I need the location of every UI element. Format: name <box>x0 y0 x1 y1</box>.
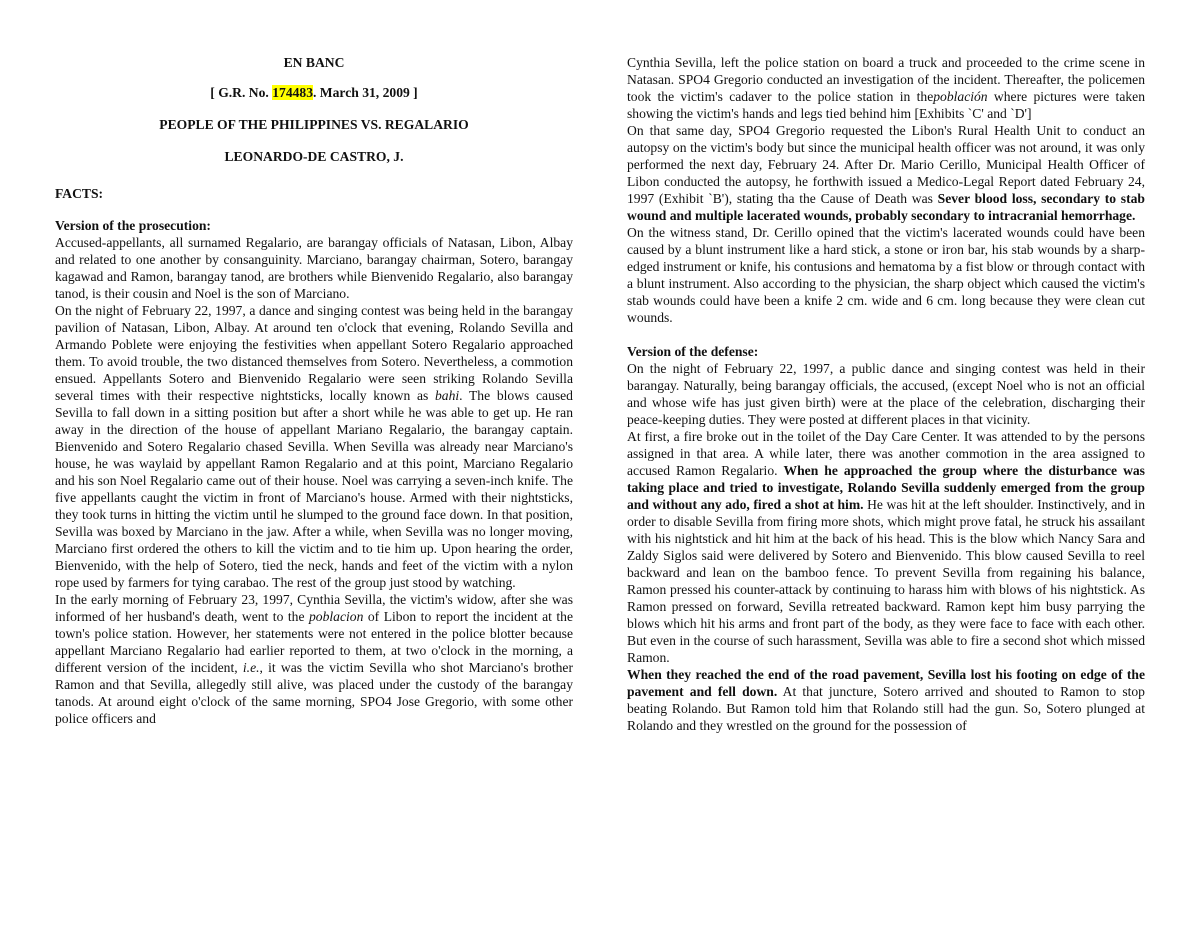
defense-heading: Version of the defense: <box>627 344 759 359</box>
paragraph-report-text-a: In the early morning of February 23, 1997, Cynthia Sevilla, the victim's widow, after she was informed of her husband's death, went to the <box>55 592 573 624</box>
term-poblacion-accent: población <box>933 89 988 104</box>
paragraph-pavement-bold: When they reached the end of the road pavement, Sevilla lost his footing on edge of the pavement and fell down. <box>627 667 1145 699</box>
term-poblacion: poblacion <box>309 609 364 624</box>
paragraph-report <box>55 591 573 727</box>
paragraph-fire <box>627 428 1145 666</box>
paragraph-incident-text-a: On the night of February 22, 1997, a dance and singing contest was being held in the barangay pavilion of Natasan, Libon, Albay. At around ten o'clock that evening, Rolando Sevilla and Armando Poblete were enjoying the festivities when appellant Sotero Regalario approached them. To avoid trouble, the two distanced themselves from Sotero. Nevertheless, a commotion ensued. Appellants Sotero and Bienvenido Regalario were seen striking Rolando Sevilla several times with their respective nightsticks, locally known as <box>55 303 573 403</box>
paragraph-incident <box>55 302 573 591</box>
left-column <box>55 54 573 727</box>
paragraph-autopsy <box>627 122 1145 224</box>
paragraph-investigation <box>627 54 1145 122</box>
prosecution-heading: Version of the prosecution: <box>55 218 211 233</box>
paragraph-pavement-text: At that juncture, Sotero arrived and shouted to Ramon to stop beating Rolando. But Ramon told him that Rolando still had the gun. So, Sotero plunged at Rolando and they wrestled on the ground for the possession of <box>627 684 1145 733</box>
paragraph-incident-text-b: . The blows caused Sevilla to fall down in a sitting position but after a short while he was able to get up. He ran away in the direction of the house of appellant Mariano Regalario, the barangay captain. Bienvenido and Sotero Regalario chased Sevilla. When Sevilla was already near Marciano's house, he was waylaid by appellant Ramon Regalario and at this point, Marciano Regalario and his son Noel Regalario came out of their house. Noel was carrying a seven-inch knife. The five appellants caught the victim in front of Marciano's house. Armed with their nightsticks, they took turns in hitting the victim until he slumped to the ground face down. In that position, Sevilla was boxed by Marciano in the jaw. After a while, when Sevilla was no longer moving, Marciano first ordered the others to kill the victim and to tie him up. Upon hearing the order, Bienvenido, with the help of Sotero, tied the neck, hands and feet of the victim with a nylon rope used by farmers for tying carabao. The rest of the group just stood by watching. <box>55 388 573 590</box>
paragraph-pavement <box>627 666 1145 734</box>
right-column <box>627 54 1145 734</box>
court-division: EN BANC <box>283 55 345 70</box>
paragraph-fire-text-a: At first, a fire broke out in the toilet of the Day Care Center. It was attended to by the persons assigned in that area. A while later, there was another commotion in the area assigned to accused Ramon Regalario. <box>627 429 1145 478</box>
ponente: LEONARDO-DE CASTRO, J. <box>224 149 404 164</box>
case-title: PEOPLE OF THE PHILIPPINES VS. REGALARIO <box>159 117 469 132</box>
paragraph-fire-bold: When he approached the group where the disturbance was taking place and tried to investigate, Rolando Sevilla suddenly emerged from the group and without any ado, fired a shot at him. <box>627 463 1145 512</box>
paragraph-investigation-text-a: Cynthia Sevilla, left the police station on board a truck and proceeded to the crime scene in Natasan. SPO4 Gregorio conducted an investigation of the incident. Thereafter, the policemen took the victim's cadaver to the police station in the <box>627 55 1145 104</box>
paragraph-report-text-b: of Libon to report the incident at the town's police station. However, her statements were not entered in the police blotter because appellant Marciano Regalario had earlier reported to them, at two o'clock in the morning, a different version of the incident, <box>55 609 574 675</box>
case-number-line <box>55 84 573 101</box>
paragraph-witness: On the witness stand, Dr. Cerillo opined that the victim's lacerated wounds could have been caused by a blunt instrument like a hard stick, a stone or iron bar, his stab wounds by a sharp-edged instrument or knife, his contusions and hematoma by a fist blow or through contact with a blunt instrument. Also according to the physician, the sharp object which caused the victim's stab wounds could have been a knife 2 cm. wide and 6 cm. long because they were clean cut wounds. <box>627 225 1145 325</box>
term-ie: i.e. <box>242 660 260 675</box>
case-date: . March 31, 2009 ] <box>313 85 418 100</box>
term-bahi: bahi <box>434 388 460 403</box>
paragraph-investigation-text-b: where pictures were taken showing the victim's hands and legs tied behind him [Exhibits `C' and `D'] <box>627 89 1145 121</box>
case-number-prefix: [ G.R. No. <box>210 85 273 100</box>
paragraph-accused: Accused-appellants, all surnamed Regalario, are barangay officials of Natasan, Libon, Albay and related to one another by consanguinity. Marciano, barangay chairman, Sotero, barangay kagawad and Ramon, barangay tanod, are brothers while Bienvenido Regalario, also barangay tanod, is their cousin and Noel is the son of Marciano. <box>55 235 573 301</box>
paragraph-report-text-c: , it was the victim Sevilla who shot Marciano's brother Ramon and that Sevilla, allegedly still alive, was placed under the custody of the barangay tanods. At around eight o'clock of the same morning, SPO4 Jose Gregorio, with some other police officers and <box>55 660 573 726</box>
paragraph-defense-night: On the night of February 22, 1997, a public dance and singing contest was held in their barangay. Naturally, being barangay officials, the accused, (except Noel who is not an official and whose wife has just given birth) were at the place of the celebration, discharging their peace-keeping duties. They were posted at different places in that vicinity. <box>627 361 1145 427</box>
paragraph-fire-text-b: He was hit at the left shoulder. Instinctively, and in order to disable Sevilla from firing more shots, which might prove fatal, he struck his assailant with his nightstick and hit him at the back of his head. This is the blow which Nancy Sara and Zaldy Siglos said were delivered by Sotero and Bienvenido. This blow caused Sevilla to reel backward and lean on the bamboo fence. To prevent Sevilla from regaining his balance, Ramon pressed his counter-attack by continuing to harass him with blows of his nightstick. As Ramon pressed on forward, Sevilla retreated backward. Ramon kept him busy parrying the blows which hit his arms and front part of the body, as they were face to face with each other. But even in the course of such harassment, Sevilla was able to fire a second shot which missed Ramon. <box>627 497 1145 665</box>
facts-heading: FACTS: <box>55 186 104 201</box>
paragraph-autopsy-text: On that same day, SPO4 Gregorio requested the Libon's Rural Health Unit to conduct an autopsy on the victim's body but since the municipal health officer was not around, it was only performed the next day, February 24. After Dr. Mario Cerillo, Municipal Health Officer of Libon conducted the autopsy, he forthwith issued a Medico-Legal Report dated February 24, 1997 (Exhibit `B'), stating tha the Cause of Death was <box>627 123 1145 206</box>
case-number-highlight: 174483 <box>272 85 313 100</box>
cause-of-death: Sever blood loss, secondary to stab wound and multiple lacerated wounds, probably secondary to intracranial hemorrhage. <box>627 191 1145 223</box>
